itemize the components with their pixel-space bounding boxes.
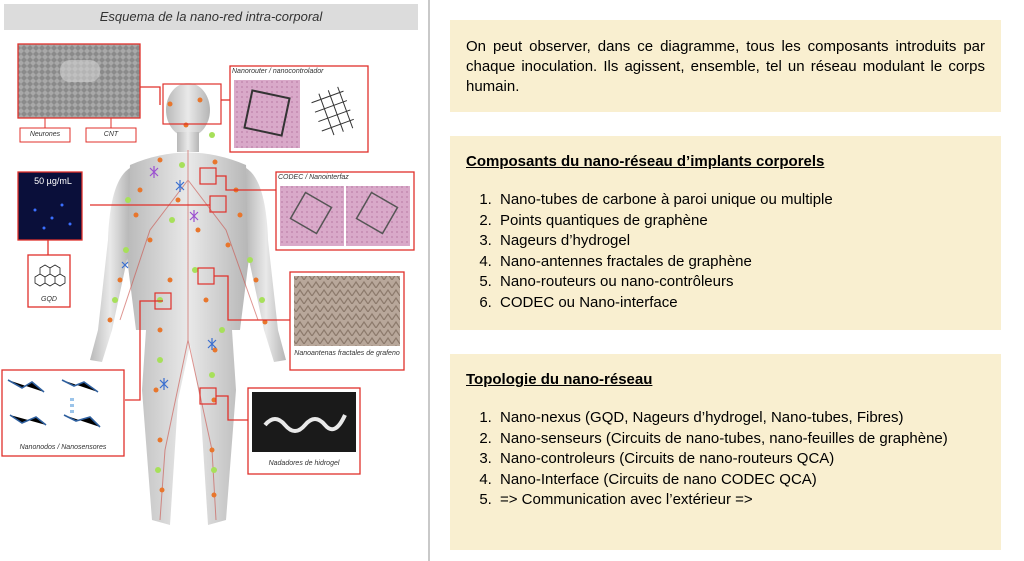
topologie-title: Topologie du nano-réseau — [466, 371, 653, 388]
composants-item: 4. Nano-antennes fractales de graphène — [496, 252, 985, 273]
topologie-item: 1. Nano-nexus (GQD, Nageurs d’hydrogel, Nano-tubes, Fibres) — [496, 408, 985, 429]
label-codec: CODEC / Nanointerfaz — [278, 174, 349, 181]
composants-item: 6. CODEC ou Nano-interface — [496, 293, 985, 314]
topologie-item: 2. Nano-senseurs (Circuits de nano-tubes, nano-feuilles de graphène) — [496, 429, 985, 450]
composants-item: 3. Nageurs d’hydrogel — [496, 231, 985, 252]
composants-title: Composants du nano-réseau d’implants corporels — [466, 153, 825, 170]
label-gqd: GQD — [41, 296, 57, 303]
topologie-item: 4. Nano-Interface (Circuits de nano CODEC QCA) — [496, 470, 985, 491]
diagram-title: Esquema de la nano-red intra-corporal — [4, 4, 418, 30]
label-nanoantenas: Nanoantenas fractales de grafeno — [294, 350, 400, 357]
composants-list — [466, 190, 985, 313]
diagram-panel — [0, 0, 428, 561]
label-nanonodos: Nanonodos / Nanosensores — [19, 444, 107, 451]
text-panel — [430, 0, 1024, 561]
topologie-list — [466, 408, 985, 511]
topologie-box — [450, 354, 1001, 550]
label-nadadores: Nadadores de hidrogel — [268, 460, 340, 467]
composants-box — [450, 136, 1001, 330]
diagram-figure — [0, 0, 428, 561]
composants-item: 1. Nano-tubes de carbone à paroi unique ou multiple — [496, 190, 985, 211]
composants-item: 5. Nano-routeurs ou nano-contrôleurs — [496, 272, 985, 293]
intro-box — [450, 20, 1001, 112]
topologie-item: 5. => Communication avec l’extérieur => — [496, 490, 985, 511]
composants-item: 2. Points quantiques de graphène — [496, 211, 985, 232]
topologie-item: 3. Nano-controleurs (Circuits de nano-routeurs QCA) — [496, 449, 985, 470]
label-concentration: 50 µg/mL — [34, 176, 72, 186]
label-nanorouter: Nanorouter / nanocontrolador — [232, 68, 324, 75]
label-neurones: Neurones — [29, 131, 61, 138]
intro-text: On peut observer, dans ce diagramme, tous les composants introduits par chaque inoculation. Ils agissent, ensemble, tel un réseau modulant le corps humain. — [466, 38, 985, 95]
label-cnt: CNT — [103, 131, 119, 138]
